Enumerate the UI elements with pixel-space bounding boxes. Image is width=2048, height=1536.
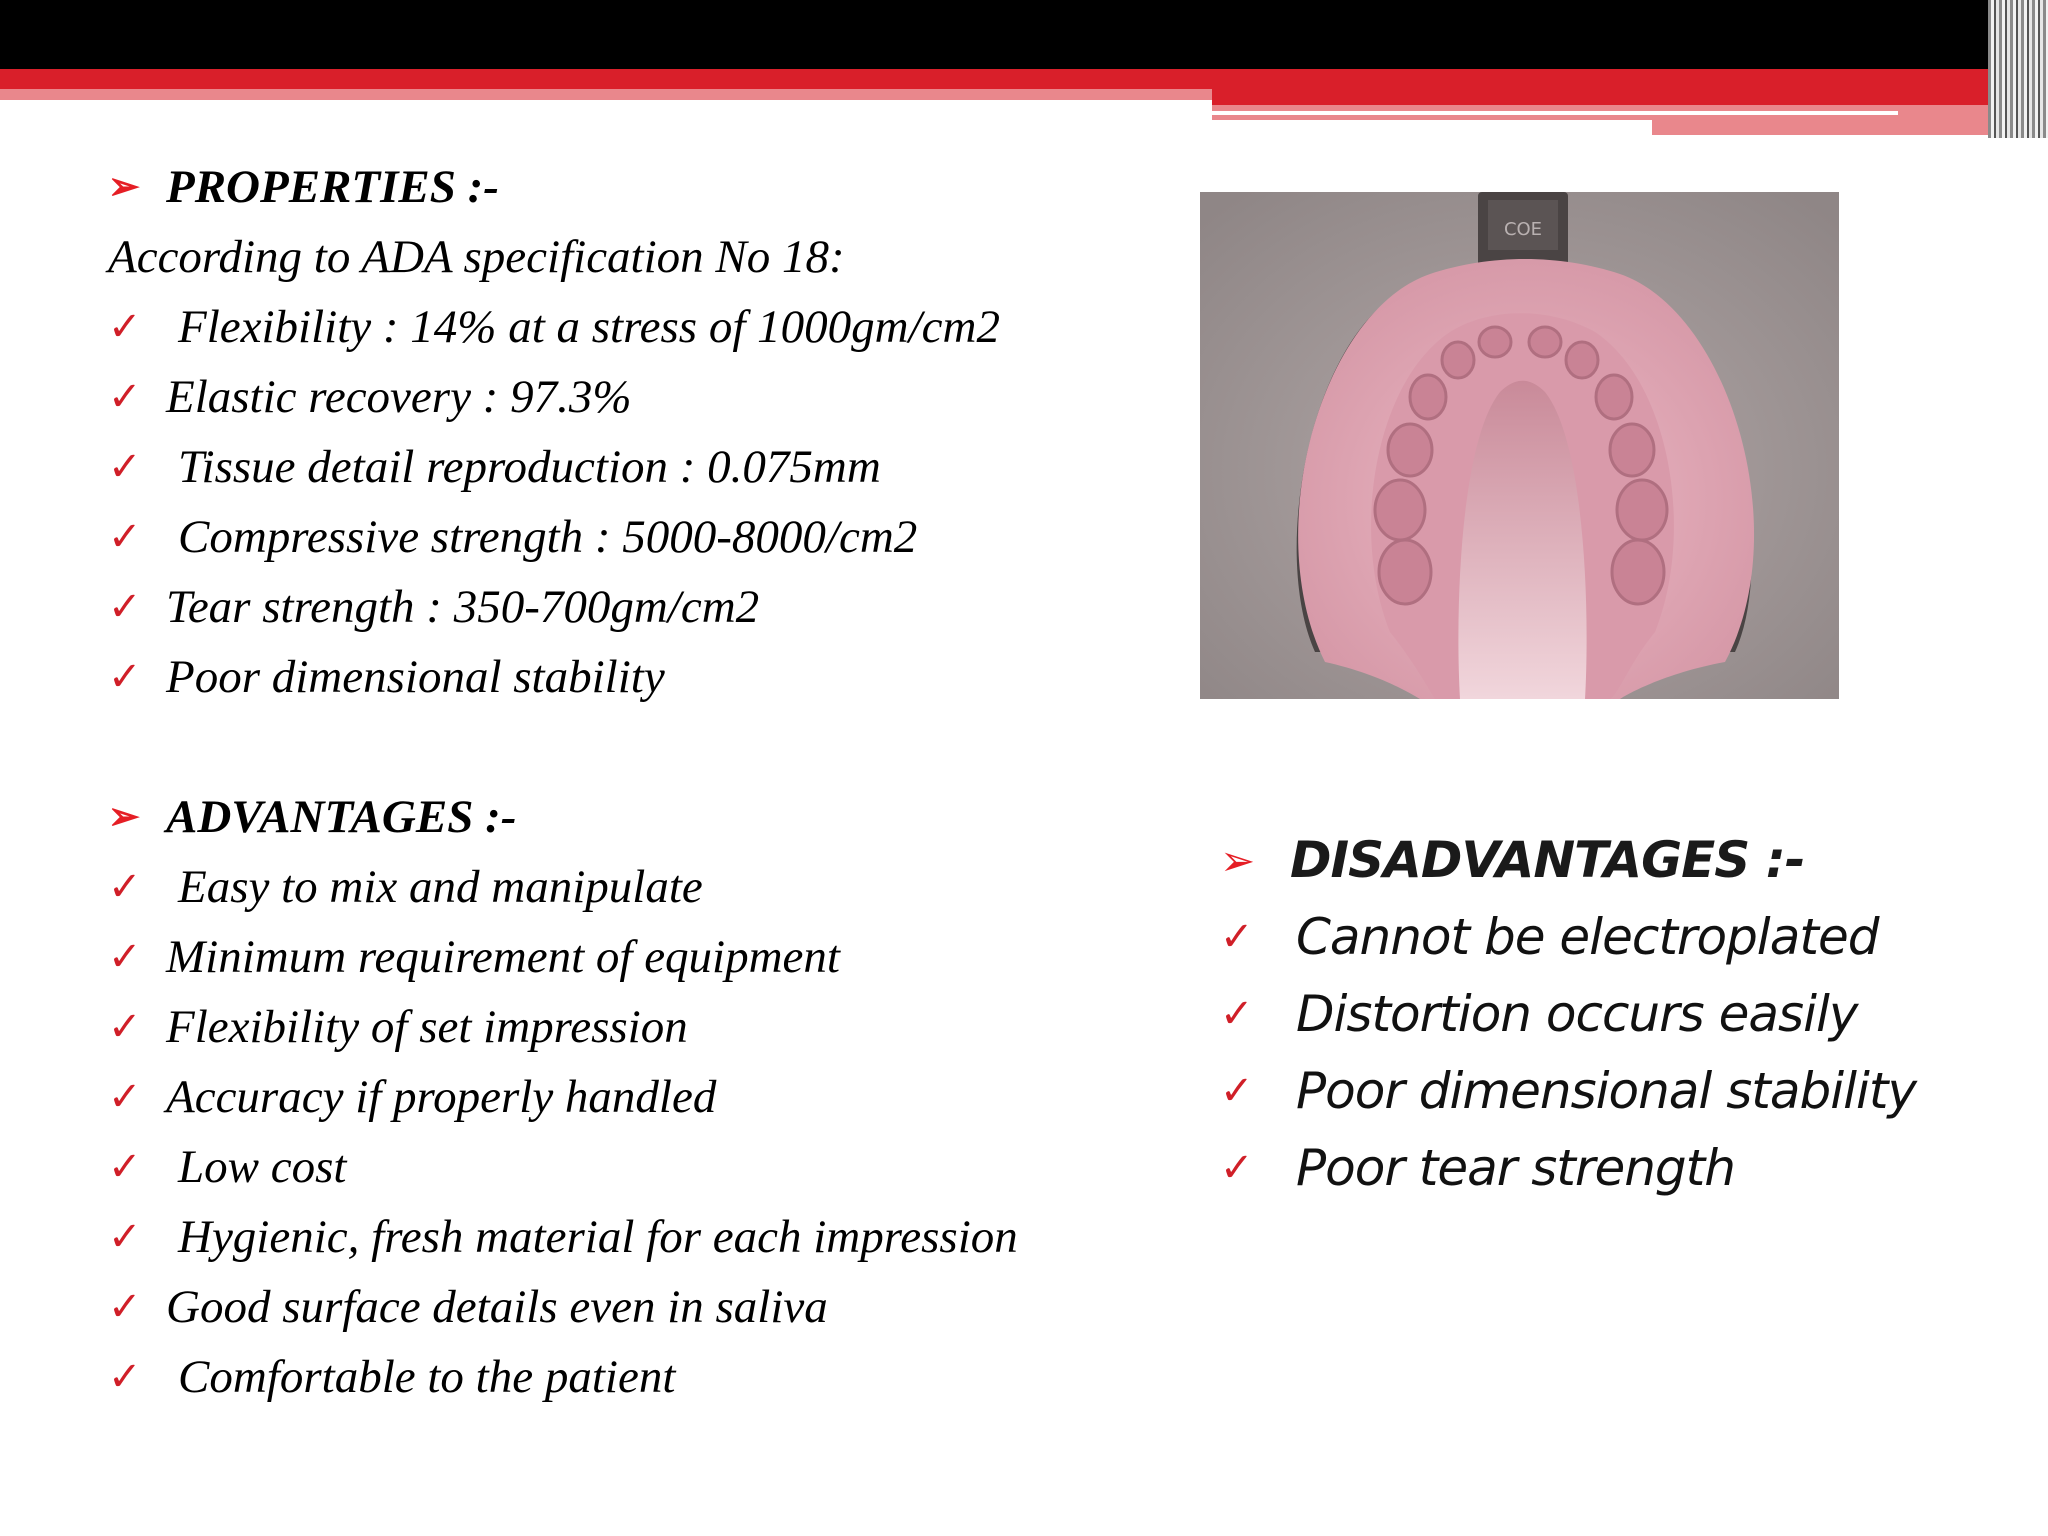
left-text-column: [108, 152, 1188, 1412]
impression-illustration: [1200, 192, 1839, 699]
advantages-item: ✓ Accuracy if properly handled: [108, 1062, 1188, 1132]
arrowhead-icon: ➢: [1220, 836, 1255, 885]
advantages-heading: ➢ ADVANTAGES :-: [108, 782, 1188, 852]
slide-accent-line: [1212, 120, 1652, 135]
checkmark-icon: ✓: [1220, 1068, 1253, 1114]
advantages-item: ✓ Minimum requirement of equipment: [108, 922, 1188, 992]
disadvantages-block: [1220, 822, 1920, 1207]
slide-accent-line: [1212, 111, 1898, 115]
tray-label: COE: [1503, 219, 1543, 240]
checkmark-icon: ✓: [108, 1074, 142, 1119]
disadvantages-item: ✓ Poor tear strength: [1220, 1130, 1920, 1207]
checkmark-icon: ✓: [108, 374, 142, 419]
slide-accent-bar-light: [0, 89, 1212, 100]
properties-item: ✓ Flexibility : 14% at a stress of 1000gm/cm2: [108, 292, 1188, 362]
impression-photo: [1200, 192, 1839, 699]
spacer: [108, 712, 1188, 782]
arrowhead-icon: ➢: [108, 166, 140, 208]
disadvantages-heading: ➢ DISADVANTAGES :-: [1220, 822, 1920, 899]
advantages-item: ✓ Good surface details even in saliva: [108, 1272, 1188, 1342]
slide-accent-bar: [0, 69, 2048, 89]
properties-intro: According to ADA specification No 18:: [108, 231, 845, 283]
checkmark-icon: ✓: [108, 444, 142, 489]
advantages-item: ✓ Hygienic, fresh material for each impression: [108, 1202, 1188, 1272]
checkmark-icon: ✓: [108, 864, 142, 909]
slide-corner-decoration: [1988, 0, 2048, 138]
checkmark-icon: ✓: [108, 654, 142, 699]
checkmark-icon: ✓: [108, 304, 142, 349]
properties-heading: ➢ PROPERTIES :-: [108, 152, 1188, 222]
checkmark-icon: ✓: [108, 584, 142, 629]
properties-item: ✓ Poor dimensional stability: [108, 642, 1188, 712]
advantages-item: ✓ Easy to mix and manipulate: [108, 852, 1188, 922]
properties-item: ✓ Elastic recovery : 97.3%: [108, 362, 1188, 432]
checkmark-icon: ✓: [108, 1144, 142, 1189]
properties-item: ✓ Tear strength : 350-700gm/cm2: [108, 572, 1188, 642]
checkmark-icon: ✓: [108, 1214, 142, 1259]
disadvantages-item: ✓ Cannot be electroplated: [1220, 899, 1920, 976]
slide-top-bar: [0, 0, 2048, 69]
advantages-item: ✓ Comfortable to the patient: [108, 1342, 1188, 1412]
arrowhead-icon: ➢: [108, 796, 140, 838]
disadvantages-item: ✓ Distortion occurs easily: [1220, 976, 1920, 1053]
checkmark-icon: ✓: [1220, 1145, 1253, 1191]
checkmark-icon: ✓: [108, 514, 142, 559]
advantages-item: ✓ Low cost: [108, 1132, 1188, 1202]
checkmark-icon: ✓: [1220, 914, 1253, 960]
properties-item: ✓ Tissue detail reproduction : 0.075mm: [108, 432, 1188, 502]
checkmark-icon: ✓: [108, 934, 142, 979]
advantages-item: ✓ Flexibility of set impression: [108, 992, 1188, 1062]
slide-accent-bar-right: [1212, 89, 2048, 105]
properties-item: ✓ Compressive strength : 5000-8000/cm2: [108, 502, 1188, 572]
disadvantages-item: ✓ Poor dimensional stability: [1220, 1053, 1920, 1130]
checkmark-icon: ✓: [108, 1004, 142, 1049]
checkmark-icon: ✓: [1220, 991, 1253, 1037]
checkmark-icon: ✓: [108, 1354, 142, 1399]
checkmark-icon: ✓: [108, 1284, 142, 1329]
